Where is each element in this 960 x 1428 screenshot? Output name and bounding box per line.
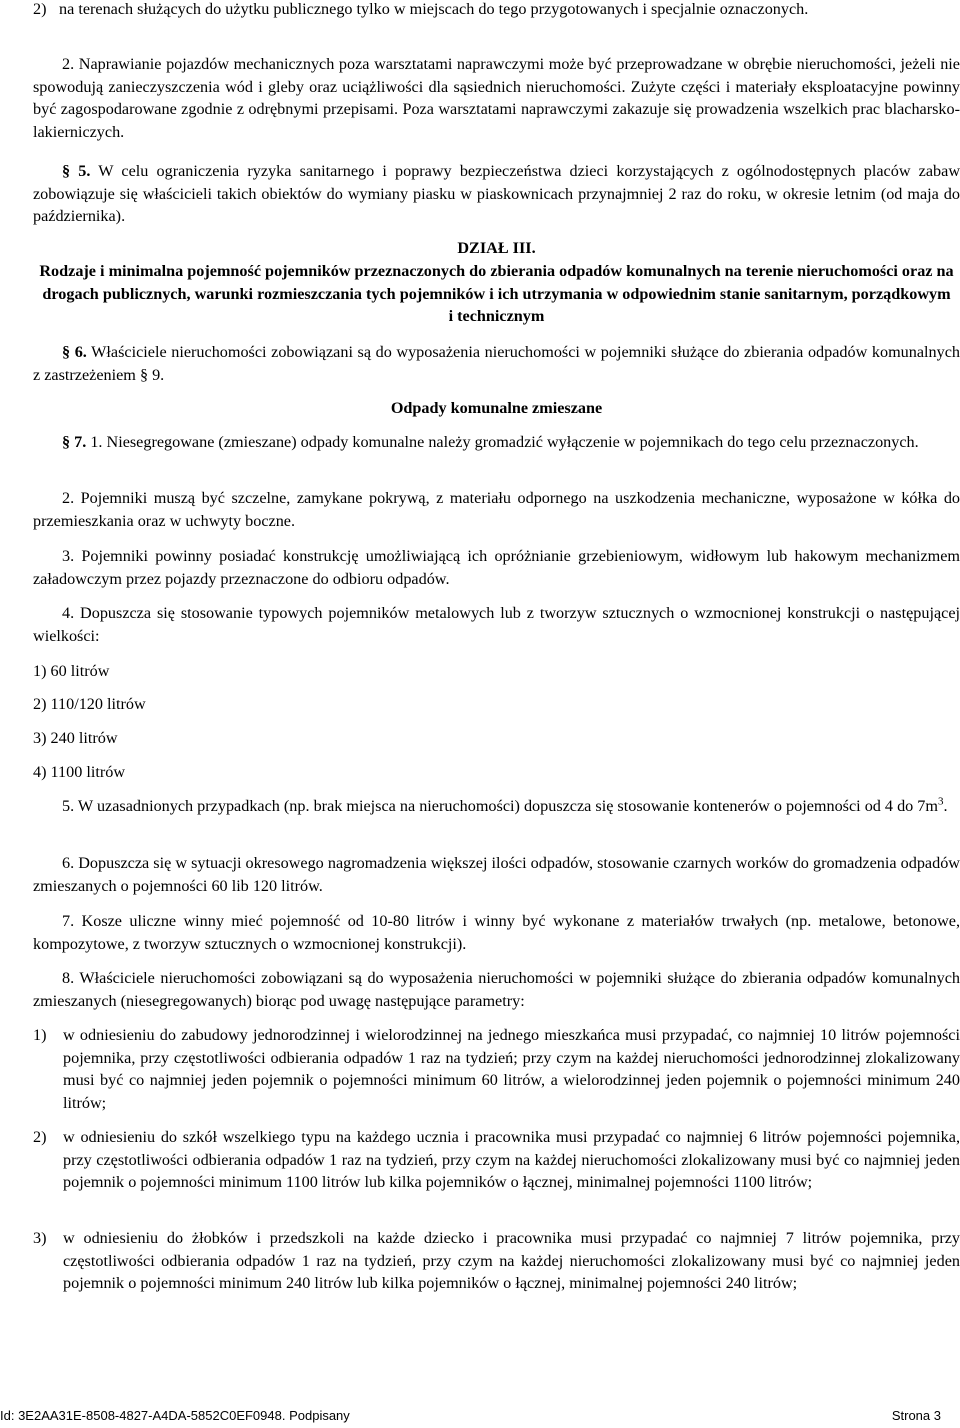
division-title: Rodzaje i minimalna pojemność pojemników przeznaczonych do zbierania odpadów komunalnych na terenie nieruchomości oraz na drogach publicznych, warunki rozmieszczania tych pojemników i ich utrzymania w odpowiednim stanie sanitarnym, porządkowym i technicznym (39, 262, 954, 326)
size-list-item: 2) 110/120 litrów (33, 695, 146, 713)
subheading-mixed-waste: Odpady komunalne zmieszane (390, 399, 603, 417)
parameter-item-2: 2) w odniesieniu do szkół wszelkiego typu na każdego ucznia i pracownika musi przypadać co najmniej 6 litrów pojemności pojemnika, przy częstotliwości odbierania odpadów 1 raz na tydzień, przy czym na każdej nieruchomości zlokalizowany musi być co najmniej jeden pojemnik o pojemności minimum 1100 litrów lub kilka pojemników o łącznej, minimalnej pojemności 1100 litrów; (33, 1128, 960, 1192)
paragraph-repair-vehicles: 2. Naprawianie pojazdów mechanicznych poza warsztatami naprawczymi może być przeprowadzane w obrębie nieruchomości, jeżeli nie spowodują zanieczyszczenia wód i gleby oraz uciążliwości dla sąsiednich nieruchomości. Zużyte części i materiały eksploatacyjne powinny być zagospodarowane zgodnie z odrębnymi przepisami. Poza warsztatami naprawczymi zakazuje się prowadzenia wszelkich prac blacharsko-lakierniczych. (33, 55, 960, 141)
parameter-item-1: 1) w odniesieniu do zabudowy jednorodzinnej i wielorodzinnej na jednego mieszkańca musi przypadać, co najmniej 10 litrów pojemności pojemnika, przy częstotliwości odbierania odpadów 1 raz na tydzień; przy czym na każdej nieruchomości jednorodzinnej zlokalizowany musi być co najmniej jeden pojemnik o pojemności minimum 60 litrów, a wielorodzinnej jeden pojemnik o pojemności minimum 240 litrów; (33, 1026, 960, 1112)
parameter-item-3: 3) w odniesieniu do żłobków i przedszkoli na każde dziecko i pracownika musi przypadać co najmniej 7 litrów pojemnika, przy częstotliwości odbierania odpadów 1 raz na tydzień, przy czym na każdej nieruchomości zlokalizowany musi być co najmniej jeden pojemnik o pojemności minimum 240 litrów lub kilka pojemników o łącznej, minimalnej pojemności 240 litrów; (33, 1229, 960, 1293)
page-number: Strona 3 (891, 1408, 941, 1423)
paragraph-section-6: § 6. Właściciele nieruchomości zobowiązani są do wyposażenia nieruchomości w pojemniki służące do zbierania odpadów komunalnych z zastrzeżeniem § 9. (33, 343, 960, 384)
paragraph-section-7-3: 3. Pojemniki powinny posiadać konstrukcję umożliwiającą ich opróżnianie grzebieniowym, widłowym lub hakowym mechanizmem załadowczym przez pojazdy przeznaczone do odbioru odpadów. (33, 547, 960, 588)
document-id: Id: 3E2AA31E-8508-4827-A4DA-5852C0EF0948. Podpisany (0, 1408, 350, 1423)
paragraph-section-7-5: 5. W uzasadnionych przypadkach (np. brak miejsca na nieruchomości) dopuszcza się stosowanie kontenerów o pojemności od 4 do $7m^3$. (62, 795, 948, 815)
size-list-item: 1) 60 litrów (33, 662, 110, 680)
paragraph-section-7-7: 7. Kosze uliczne winny mieć pojemność od 10-80 litrów i winny być wykonane z materiałów trwałych (np. metalowe, betonowe, kompozytowe, z tworzyw sztucznych o wzmocnionej konstrukcji). (33, 912, 960, 953)
paragraph-section-7-6: 6. Dopuszcza się w sytuacji okresowego nagromadzenia większej ilości odpadów, stosowanie czarnych worków do gromadzenia odpadów zmieszanych o pojemności 60 lib 120 litrów. (33, 854, 960, 895)
size-list-item: 3) 240 litrów (33, 729, 118, 747)
list-item-2: 2) na terenach służących do użytku publicznego tylko w miejscach do tego przygotowanych i specjalnie oznaczonych. (33, 0, 809, 18)
paragraph-section-7-1: § 7. 1. Niesegregowane (zmieszane) odpady komunalne należy gromadzić wyłączenie w pojemnikach do tego celu przeznaczonych. (62, 433, 919, 451)
division-heading: DZIAŁ III. (457, 239, 536, 257)
paragraph-section-7-4: 4. Dopuszcza się stosowanie typowych pojemników metalowych lub z tworzyw sztucznych o wzmocnionej konstrukcji o następującej wielkości: (33, 604, 960, 645)
paragraph-section-5: § 5. W celu ograniczenia ryzyka sanitarnego i poprawy bezpieczeństwa dzieci korzystających z ogólnodostępnych placów zabaw zobowiązuje się właścicieli takich obiektów do wymiany piasku w piaskownicach przynajmniej 2 raz do roku, w okresie letnim (od maja do października). (33, 162, 960, 226)
size-list-item: 4) 1100 litrów (33, 763, 126, 781)
paragraph-section-7-8: 8. Właściciele nieruchomości zobowiązani są do wyposażenia nieruchomości w pojemniki służące do zbierania odpadów komunalnych zmieszanych (niesegregowanych) biorąc pod uwagę następujące parametry: (33, 969, 960, 1010)
paragraph-section-7-2: 2. Pojemniki muszą być szczelne, zamykane pokrywą, z materiału odpornego na uszkodzenia mechaniczne, wyposażone w kółka do przemieszkania oraz w uchwyty boczne. (33, 489, 960, 530)
